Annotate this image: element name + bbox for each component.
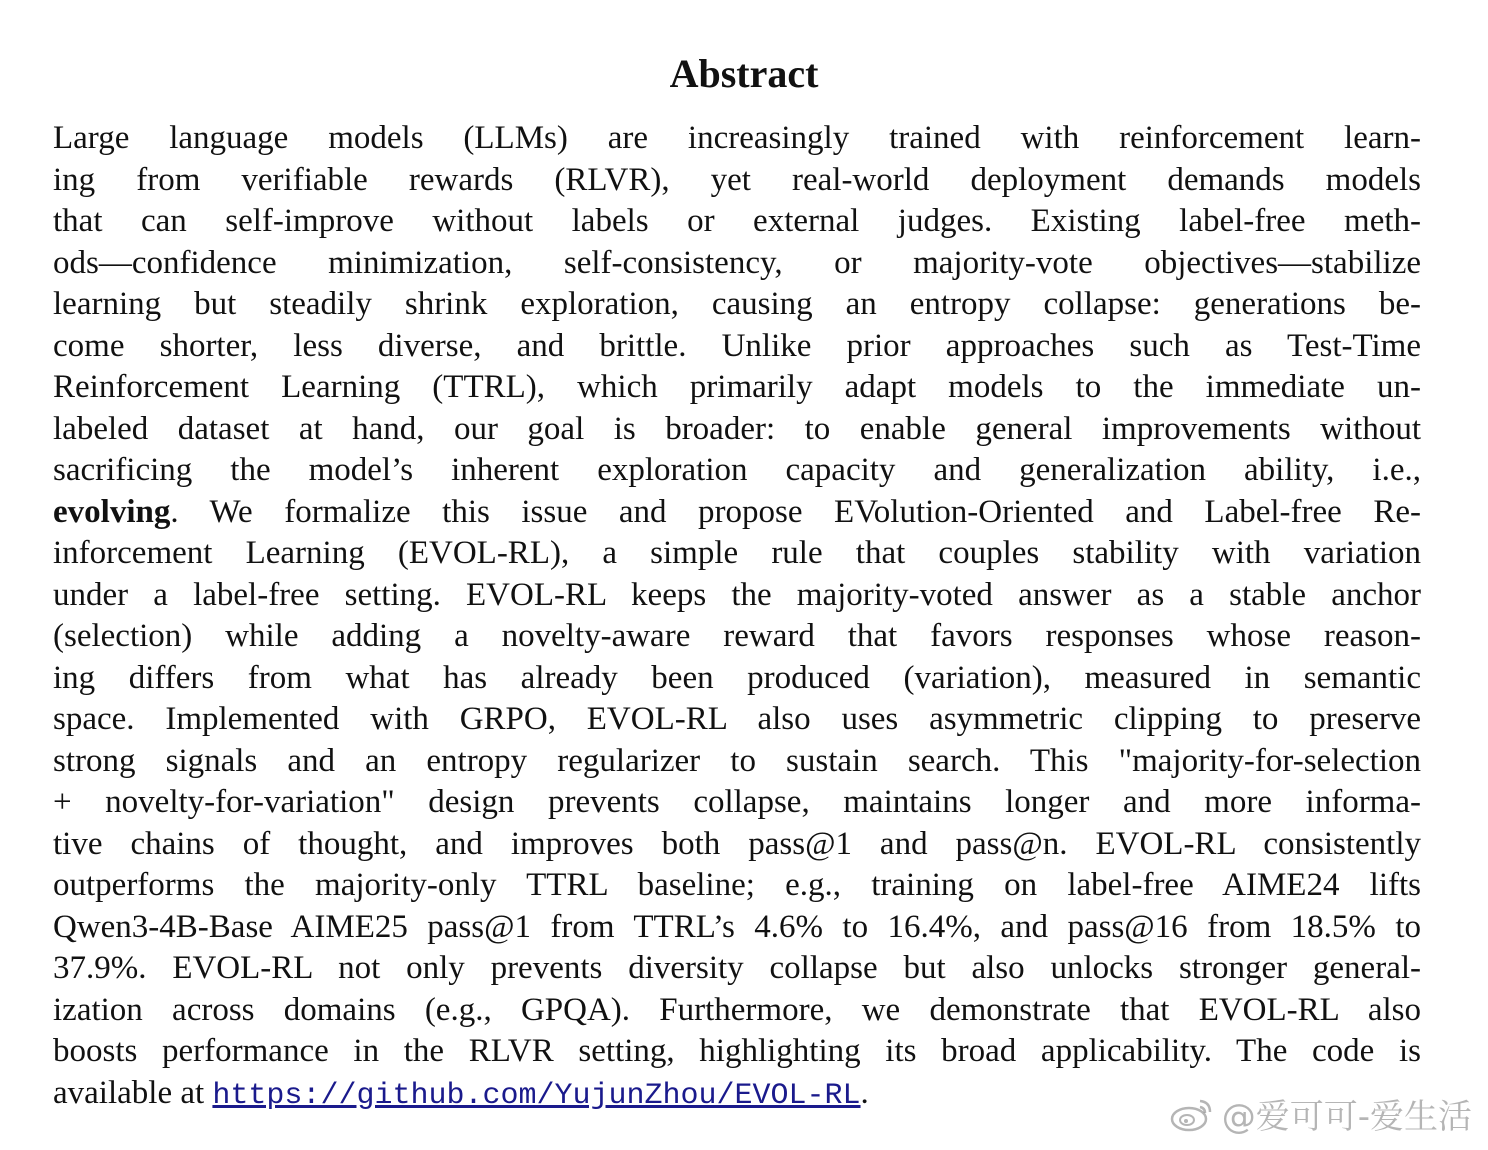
github-link[interactable]: https://github.com/YujunZhou/EVOL-RL — [212, 1078, 861, 1113]
abstract-line: boosts performance in the RLVR setting, highlighting its broad applicability. The code is — [53, 1033, 1421, 1069]
abstract-line: strong signals and an entropy regularizer to sustain search. This "majority-for-selection — [53, 742, 1421, 779]
abstract-line: Large language models (LLMs) are increasingly trained with reinforcement learn- — [53, 120, 1421, 156]
abstract-line: ods—confidence minimization, self-consistency, or majority-vote objectives—stabilize — [53, 244, 1421, 281]
abstract-line-text: . — [860, 1074, 869, 1111]
abstract-line: labeled dataset at hand, our goal is broader: to enable general improvements without — [53, 410, 1421, 447]
abstract-body — [53, 118, 1421, 1114]
watermark — [1170, 1089, 1472, 1138]
abstract-line: outperforms the majority-only TTRL baseline; e.g., training on label-free AIME24 lifts — [53, 867, 1421, 903]
abstract-line — [53, 492, 1421, 534]
abstract-line: + novelty-for-variation" design prevents collapse, maintains longer and more informa- — [53, 784, 1421, 820]
abstract-line: sacrificing the model’s inherent exploration capacity and generalization ability, i.e., — [53, 452, 1421, 488]
abstract-line: (selection) while adding a novelty-aware reward that favors responses whose reason- — [53, 618, 1421, 654]
abstract-line: inforcement Learning (EVOL-RL), a simple rule that couples stability with variation — [53, 535, 1421, 571]
abstract-line: Qwen3-4B-Base AIME25 pass@1 from TTRL’s 4.6% to 16.4%, and pass@16 from 18.5% to — [53, 908, 1421, 945]
abstract-line-text: . We formalize this issue and propose EVolution-Oriented and Label-free Re- — [170, 493, 1421, 530]
abstract-line: come shorter, less diverse, and brittle. Unlike prior approaches such as Test-Time — [53, 327, 1421, 364]
abstract-line: learning but steadily shrink exploration, causing an entropy collapse: generations be- — [53, 286, 1421, 322]
abstract-line: that can self-improve without labels or external judges. Existing label-free meth- — [53, 203, 1421, 239]
abstract-line: tive chains of thought, and improves both pass@1 and pass@n. EVOL-RL consistently — [53, 825, 1421, 862]
abstract-line-text: available at — [53, 1074, 213, 1111]
watermark-text: @爱可可-爱生活 — [1221, 1097, 1472, 1137]
evolving-term: evolving — [53, 493, 171, 530]
abstract-line: ing from verifiable rewards (RLVR), yet real-world deployment demands models — [53, 161, 1421, 198]
abstract-line: ization across domains (e.g., GPQA). Furthermore, we demonstrate that EVOL-RL also — [53, 991, 1421, 1028]
abstract-line: ing differs from what has already been produced (variation), measured in semantic — [53, 659, 1421, 696]
weibo-icon — [1170, 1096, 1214, 1132]
abstract-line: Reinforcement Learning (TTRL), which primarily adapt models to the immediate un- — [53, 369, 1421, 405]
abstract-line: space. Implemented with GRPO, EVOL-RL also uses asymmetric clipping to preserve — [53, 701, 1421, 737]
abstract-heading: Abstract — [669, 51, 819, 96]
abstract-line: 37.9%. EVOL-RL not only prevents diversity collapse but also unlocks stronger general- — [53, 950, 1421, 986]
abstract-line: under a label-free setting. EVOL-RL keeps the majority-voted answer as a stable anchor — [53, 576, 1421, 613]
